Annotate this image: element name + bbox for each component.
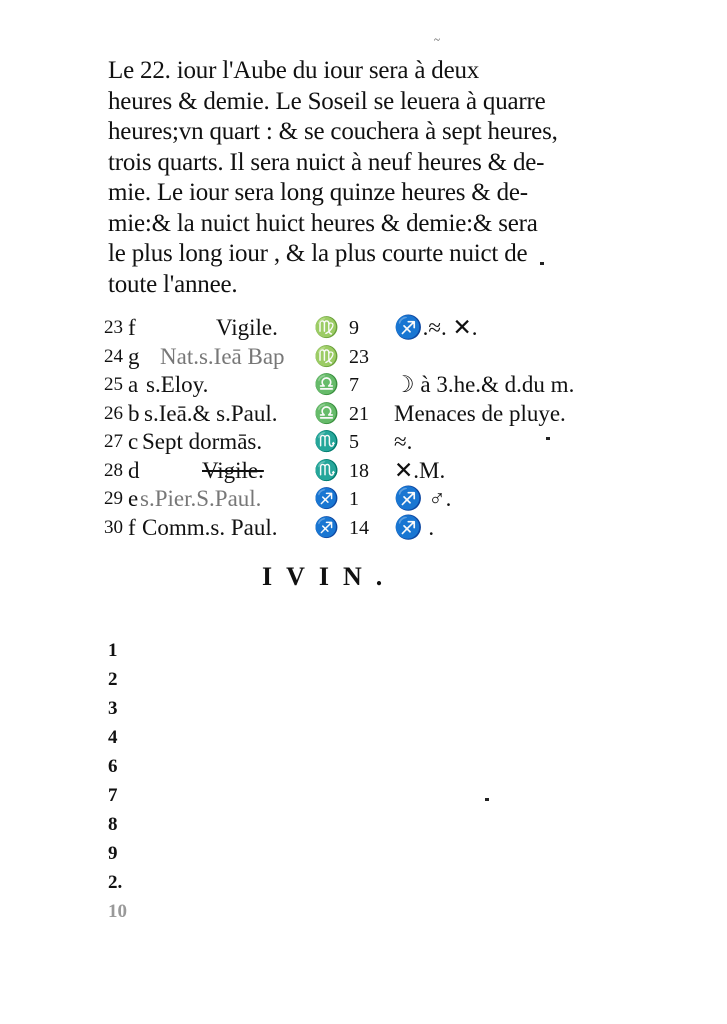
paragraph-line: heures;vn quart : & se couchera à sept heures, [108,118,558,145]
feast-name: s.Pier.S.Paul. [140,486,262,511]
dominical-letter: b [128,400,140,426]
moon-degree: 1 [349,488,359,510]
feast-name: Comm.s. Paul. [142,514,278,540]
ink-speck [485,798,489,801]
day-number: 27 [104,431,123,452]
calendar-row [104,314,624,343]
list-item: 3 [108,698,118,719]
paragraph-line: toute l'annee. [108,270,238,298]
calendar-table [104,314,624,542]
zodiac-sign-icon: ♐ [314,516,339,539]
moon-degree: 7 [349,374,359,396]
dominical-letter: d [128,457,140,483]
aspect-notes: ♐ . [394,514,435,540]
feast-name: Vigile. [202,457,264,483]
dominical-letter: e [128,486,139,511]
day-number-list [108,636,127,926]
moon-degree: 14 [349,516,369,539]
feast-name: Vigile. [216,315,278,340]
list-item: 9 [108,843,118,864]
day-number: 23 [104,317,123,338]
day-number: 28 [104,459,123,481]
calendar-row [104,457,624,486]
zodiac-sign-icon: ♍ [314,345,339,368]
list-item: 1 [108,640,118,661]
dominical-letter: a [128,372,139,397]
paragraph-line: mie:& la nuict huict heures & demie:& sera [108,209,538,237]
dominical-letter: f [128,315,136,340]
calendar-row [104,400,624,429]
aspect-notes: ≈. [394,429,413,454]
feast-name: s.Eloy. [146,372,209,397]
zodiac-sign-icon: ♏ [314,431,339,453]
calendar-row [104,428,624,457]
day-number: 30 [104,516,123,538]
zodiac-sign-icon: ♐ [314,488,339,510]
moon-degree: 5 [349,431,359,453]
list-item: 6 [108,756,118,777]
dominical-letter: c [128,429,139,454]
aspect-notes: ✕.M. [394,457,446,483]
feast-name: Nat.s.Ieā Bap [160,343,285,369]
calendar-row [104,514,624,543]
aspect-notes: ♐.≈. ✕. [394,315,478,340]
list-item: 2 [108,669,118,690]
aspect-notes: Menaces de pluye. [394,400,566,426]
list-item: 10 [108,901,127,922]
list-item: 2. [108,872,123,893]
day-number: 24 [104,345,123,367]
moon-degree: 18 [349,459,369,482]
dominical-letter: f [128,514,136,540]
paragraph-line: heures & demie. Le Soseil se leuera à quarre [108,87,546,115]
day-number: 25 [104,374,123,395]
day-number: 26 [104,402,123,424]
calendar-row [104,485,624,514]
calendar-row [104,343,624,372]
zodiac-sign-icon: ♏ [314,459,339,482]
list-item: 4 [108,727,118,748]
moon-degree: 9 [349,317,359,339]
aspect-notes: ♐ ♂. [394,486,452,511]
aspect-notes: ☽ à 3.he.& d.du m. [394,372,575,397]
paragraph-line: Le 22. iour l'Aube du iour sera à deux [108,57,480,84]
paragraph-line: mie. Le iour sera long quinze heures & de- [108,179,528,206]
dominical-letter: g [128,343,140,369]
ink-speck [546,437,550,440]
ink-speck [540,262,544,265]
list-item: 7 [108,785,118,806]
moon-degree: 21 [349,402,369,425]
month-heading: IVIN. [262,562,397,591]
moon-degree: 23 [349,345,369,368]
paragraph-line: trois quarts. Il sera nuict à neuf heures & de- [108,148,545,176]
feast-name: s.Ieā.& s.Paul. [144,400,278,426]
feast-name: Sept dormās. [142,429,263,454]
top-mark: ~ [434,34,440,46]
zodiac-sign-icon: ♎ [314,374,339,396]
paragraph-line: le plus long iour , & la plus courte nuict de [108,240,528,267]
zodiac-sign-icon: ♎ [314,402,339,425]
list-item: 8 [108,814,118,835]
zodiac-sign-icon: ♍ [314,317,339,339]
calendar-row [104,371,624,400]
day-number: 29 [104,488,123,509]
